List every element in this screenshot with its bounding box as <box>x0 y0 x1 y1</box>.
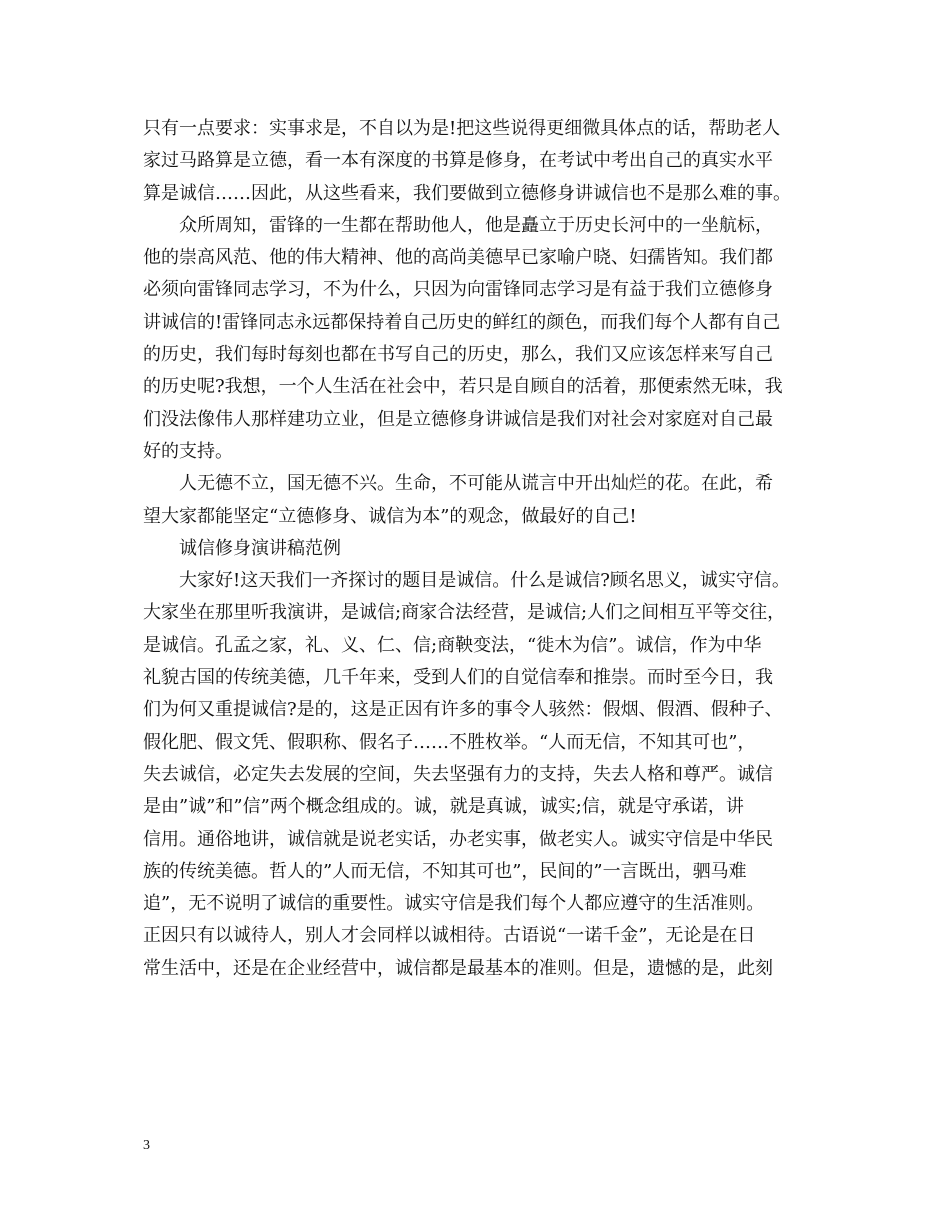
text-line: 是诚信。孔孟之家，礼、义、仁、信;商鞅变法，“徙木为信”。诚信，作为中华 <box>143 634 762 656</box>
text-line: 众所周知，雷锋的一生都在帮助他人，他是矗立于历史长河中的一坐航标， <box>179 214 773 236</box>
text-line: 们没法像伟人那样建功立业，但是立德修身讲诚信是我们对社会对家庭对自己最 <box>143 408 773 430</box>
text-line: 是由”诚”和”信”两个概念组成的。诚，就是真诚，诚实;信，就是守承诺，讲 <box>143 796 744 818</box>
text-line: 大家好!这天我们一齐探讨的题目是诚信。什么是诚信?顾名思义，诚实守信。 <box>179 570 790 592</box>
text-line: 大家坐在那里听我演讲，是诚信;商家合法经营，是诚信;人们之间相互平等交往， <box>143 602 786 624</box>
text-line: 失去诚信，必定失去发展的空间，失去坚强有力的支持，失去人格和尊严。诚信 <box>143 763 773 785</box>
text-line: 只有一点要求：实事求是，不自以为是!把这些说得更细微具体点的话，帮助老人 <box>143 118 781 139</box>
text-line: 礼貌古国的传统美德，几千年来，受到人们的自觉信奉和推崇。而时至今日，我 <box>143 667 773 689</box>
text-line: 讲诚信的!雷锋同志永远都保持着自己历史的鲜红的颜色，而我们每个人都有自己 <box>143 311 781 333</box>
text-line: 族的传统美德。哲人的”人而无信，不知其可也”，民间的”一言既出，驷马难 <box>143 860 747 882</box>
text-line: 诚信修身演讲稿范例 <box>179 537 341 559</box>
text-line: 们为何又重提诚信?是的，这是正因有许多的事令人骇然：假烟、假酒、假种子、 <box>143 699 783 721</box>
text-line: 家过马路算是立德，看一本有深度的书算是修身，在考试中考出自己的真实水平 <box>143 150 773 172</box>
text-line: 他的崇高风范、他的伟大精神、他的高尚美德早已家喻户晓、妇孺皆知。我们都 <box>143 247 773 269</box>
body-text <box>143 113 823 985</box>
text-line: 常生活中，还是在企业经营中，诚信都是最基本的准则。但是，遗憾的是，此刻 <box>143 957 773 979</box>
text-line: 的历史，我们每时每刻也都在书写自己的历史，那么，我们又应该怎样来写自己 <box>143 344 773 366</box>
text-line: 人无德不立，国无德不兴。生命，不可能从谎言中开出灿烂的花。在此，希 <box>179 473 773 495</box>
page-number: 3 <box>143 1138 150 1153</box>
text-line: 追”，无不说明了诚信的重要性。诚实守信是我们每个人都应遵守的生活准则。 <box>143 893 765 915</box>
text-line: 算是诚信……因此，从这些看来，我们要做到立德修身讲诚信也不是那么难的事。 <box>143 182 791 204</box>
text-line: 望大家都能坚定“立德修身、诚信为本”的观念，做最好的自己! <box>143 505 637 527</box>
text-line: 必须向雷锋同志学习，不为什么，只因为向雷锋同志学习是有益于我们立德修身 <box>143 279 773 301</box>
text-line: 正因只有以诚待人，别人才会同样以诚相待。古语说“一诺千金”，无论是在日 <box>143 925 756 947</box>
text-line: 好的支持。 <box>143 440 233 462</box>
text-line: 的历史呢?我想，一个人生活在社会中，若只是自顾自的活着，那便索然无味，我 <box>143 376 783 398</box>
text-line: 信用。通俗地讲，诚信就是说老实话，办老实事，做老实人。诚实守信是中华民 <box>143 828 773 850</box>
text-line: 假化肥、假文凭、假职称、假名子……不胜枚举。“人而无信，不知其可也”， <box>143 731 756 753</box>
